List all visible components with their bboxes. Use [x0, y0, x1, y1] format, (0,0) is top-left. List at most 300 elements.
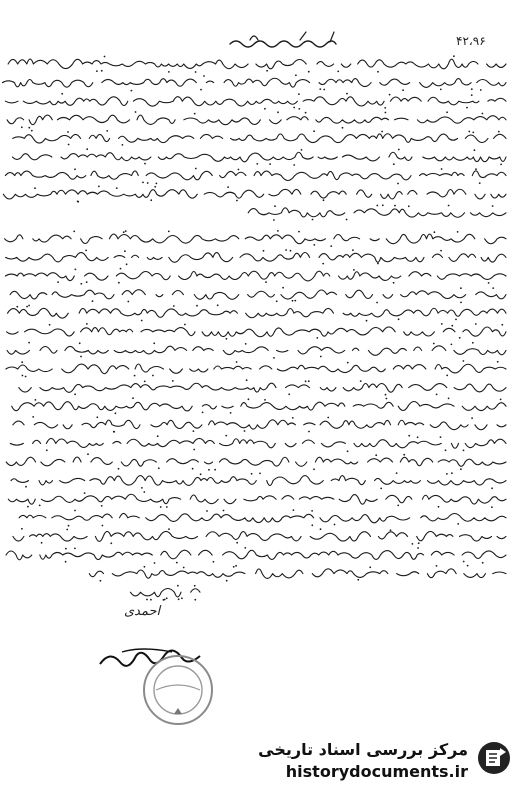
diacritic-dot [466, 107, 468, 109]
diacritic-dot [475, 323, 477, 325]
diacritic-dot [446, 473, 448, 475]
diacritic-dot [245, 343, 247, 345]
handwritten-line [6, 550, 506, 560]
diacritic-dot [274, 205, 276, 207]
diacritic-dot [116, 187, 118, 189]
diacritic-dot [381, 131, 383, 133]
diacritic-dot [181, 597, 183, 599]
diacritic-dot [497, 361, 499, 363]
diacritic-dot [384, 107, 386, 109]
page-number: ۴۲،۹۶ [456, 34, 486, 48]
diacritic-dot [200, 89, 202, 91]
diacritic-dot [445, 449, 447, 451]
diacritic-dot [385, 112, 387, 114]
diacritic-dot [342, 127, 344, 129]
diacritic-dot [305, 112, 307, 114]
diacritic-dot [472, 342, 474, 344]
diacritic-dot [488, 282, 490, 284]
handwritten-line [5, 271, 506, 281]
diacritic-dot [467, 565, 469, 567]
diacritic-dot [67, 131, 69, 133]
diacritic-dot [248, 398, 250, 400]
diacritic-dot [31, 130, 33, 132]
diacritic-dot [244, 547, 246, 549]
diacritic-dot [92, 300, 94, 302]
diacritic-dot [320, 528, 322, 530]
diacritic-dot [330, 245, 332, 247]
diacritic-dot [206, 510, 208, 512]
diacritic-dot [195, 71, 197, 73]
diacritic-dot [298, 231, 300, 233]
diacritic-dot [319, 88, 321, 90]
handwritten-line [13, 134, 506, 143]
diacritic-dot [164, 599, 166, 601]
diacritic-dot [305, 380, 307, 382]
handwritten-line [13, 152, 507, 162]
diacritic-dot [79, 342, 81, 344]
handwritten-line [130, 589, 200, 597]
diacritic-dot [273, 219, 275, 221]
diacritic-dot [61, 93, 63, 95]
diacritic-dot [75, 269, 77, 271]
diacritic-dot [85, 250, 87, 252]
diacritic-dot [457, 231, 459, 233]
diacritic-dot [471, 94, 473, 96]
diacritic-dot [440, 436, 442, 438]
diacritic-dot [292, 300, 294, 302]
diacritic-dot [124, 250, 126, 252]
diacritic-dot [498, 131, 500, 133]
handwritten-line [14, 383, 507, 392]
diacritic-dot [213, 561, 215, 563]
diacritic-dot [173, 305, 175, 307]
diacritic-dot [100, 580, 102, 582]
diacritic-dot [193, 430, 195, 432]
handwritten-line [3, 189, 506, 199]
diacritic-dot [440, 89, 442, 91]
diacritic-dot [394, 205, 396, 207]
diacritic-dot [389, 94, 391, 96]
diacritic-dot [308, 380, 310, 382]
diacritic-dot [226, 338, 228, 340]
diacritic-dot [214, 469, 216, 471]
diacritic-dot [397, 505, 399, 507]
diacritic-dot [337, 71, 339, 73]
diacritic-dot [492, 205, 494, 207]
handwritten-line [2, 115, 506, 125]
diacritic-dot [446, 375, 448, 377]
handwritten-line [11, 476, 506, 486]
diacritic-dot [453, 55, 455, 57]
diacritic-dot [104, 56, 106, 58]
diacritic-dot [46, 449, 48, 451]
diacritic-dot [259, 473, 261, 475]
diacritic-dot [482, 113, 484, 115]
diacritic-dot [135, 111, 137, 113]
diacritic-dot [346, 219, 348, 221]
handwritten-line [10, 438, 506, 448]
diacritic-dot [141, 487, 143, 489]
handwritten-line [13, 531, 506, 541]
handwritten-line [80, 569, 506, 579]
handwritten-line [10, 513, 506, 522]
diacritic-dot [266, 70, 268, 72]
diacritic-dot [21, 126, 23, 128]
diacritic-dot [492, 287, 494, 289]
diacritic-dot [21, 361, 23, 363]
handwritten-line [7, 346, 506, 355]
diacritic-dot [154, 562, 156, 564]
diacritic-dot [125, 230, 127, 232]
diacritic-dot [150, 199, 152, 201]
diacritic-dot [382, 204, 384, 206]
diacritic-dot [166, 597, 168, 599]
archive-logo-icon [476, 740, 512, 776]
diacritic-dot [327, 417, 329, 419]
diacritic-dot [366, 320, 368, 322]
diacritic-dot [479, 182, 481, 184]
diacritic-dot [369, 566, 371, 568]
diacritic-dot [192, 468, 194, 470]
diacritic-dot [282, 287, 284, 289]
diacritic-dot [455, 319, 457, 321]
handwritten-line [1, 457, 506, 466]
diacritic-dot [57, 281, 59, 283]
diacritic-dot [49, 324, 51, 326]
diacritic-dot [397, 183, 399, 185]
diacritic-dot [227, 186, 229, 188]
diacritic-dot [273, 357, 275, 359]
diacritic-dot [433, 343, 435, 345]
diacritic-dot [35, 399, 37, 401]
diacritic-dot [74, 548, 76, 550]
diacritic-dot [265, 281, 267, 283]
diacritic-dot [353, 269, 355, 271]
diacritic-dot [158, 467, 160, 469]
diacritic-dot [263, 250, 265, 252]
diacritic-dot [290, 250, 292, 252]
handwritten-line [7, 327, 506, 337]
diacritic-dot [235, 565, 237, 567]
diacritic-dot [65, 561, 67, 563]
diacritic-dot [277, 111, 279, 113]
diacritic-dot [448, 205, 450, 207]
diacritic-dot [25, 486, 27, 488]
diacritic-dot [87, 453, 89, 455]
diacritic-dot [110, 542, 112, 544]
diacritic-dot [463, 450, 465, 452]
diacritic-dot [396, 472, 398, 474]
archive-footer [258, 738, 510, 786]
diacritic-dot [41, 542, 43, 544]
diacritic-dot [146, 599, 148, 601]
handwritten-line [2, 78, 506, 87]
diacritic-dot [115, 412, 117, 414]
diacritic-dot [196, 305, 198, 307]
diacritic-dot [101, 70, 103, 72]
diacritic-dot [393, 282, 395, 284]
diacritic-dot [301, 149, 303, 151]
diacritic-dot [28, 342, 30, 344]
diacritic-dot [334, 524, 336, 526]
diacritic-dot [320, 356, 322, 358]
diacritic-dot [86, 281, 88, 283]
diacritic-dot [474, 149, 476, 151]
diacritic-dot [313, 130, 315, 132]
diacritic-dot [172, 380, 174, 382]
diacritic-dot [141, 320, 143, 322]
diacritic-dot [65, 548, 67, 550]
diacritic-dot [418, 542, 420, 544]
handwritten-line [10, 290, 506, 300]
diacritic-dot [440, 250, 442, 252]
diacritic-dot [417, 547, 419, 549]
diacritic-dot [28, 127, 30, 129]
diacritic-dot [153, 342, 155, 344]
diacritic-dot [294, 300, 296, 302]
diacritic-dot [168, 71, 170, 73]
diacritic-dot [285, 249, 287, 251]
diacritic-dot [230, 412, 232, 414]
diacritic-dot [457, 523, 459, 525]
diacritic-dot [113, 431, 115, 433]
diacritic-dot [16, 306, 18, 308]
diacritic-dot [176, 562, 178, 564]
diacritic-dot [28, 305, 30, 307]
diacritic-dot [96, 416, 98, 418]
diacritic-dot [98, 186, 100, 188]
diacritic-dot [393, 163, 395, 165]
diacritic-dot [347, 362, 349, 364]
diacritic-dot [501, 324, 503, 326]
diacritic-dot [288, 393, 290, 395]
diacritic-dot [80, 283, 82, 285]
diacritic-dot [375, 454, 377, 456]
diacritic-dot [101, 505, 103, 507]
diacritic-dot [25, 376, 27, 378]
diacritic-dot [73, 231, 75, 233]
handwritten-line [5, 234, 507, 244]
diacritic-dot [217, 304, 219, 306]
diacritic-dot [436, 394, 438, 396]
archive-organization-name: مرکز بررسی اسناد تاریخی [258, 740, 468, 759]
diacritic-dot [32, 416, 34, 418]
diacritic-dot [244, 430, 246, 432]
diacritic-dot [408, 435, 410, 437]
diacritic-dot [225, 435, 227, 437]
diacritic-dot [233, 566, 235, 568]
diacritic-dot [194, 113, 196, 115]
diacritic-dot [183, 567, 185, 569]
diacritic-dot [74, 168, 76, 170]
diacritic-dot [150, 599, 152, 601]
diacritic-dot [193, 449, 195, 451]
diacritic-dot [194, 585, 196, 587]
diacritic-dot [459, 337, 461, 339]
diacritic-dot [144, 163, 146, 165]
diacritic-dot [77, 201, 79, 203]
diacritic-dot [352, 249, 354, 251]
diacritic-dot [446, 111, 448, 113]
handwritten-line [13, 420, 506, 430]
diacritic-dot [80, 356, 82, 358]
handwritten-line [239, 208, 506, 217]
signature-name: احمدی [124, 604, 161, 619]
diacritic-dot [480, 89, 482, 91]
diacritic-dot [96, 70, 98, 72]
diacritic-dot [491, 506, 493, 508]
diacritic-dot [246, 379, 248, 381]
diacritic-dot [436, 565, 438, 567]
diacritic-dot [39, 505, 41, 507]
diacritic-dot [412, 543, 414, 545]
official-seal-stamp [138, 650, 218, 730]
diacritic-dot [142, 182, 144, 184]
diacritic-dot [312, 219, 314, 221]
diacritic-dot [460, 468, 462, 470]
diacritic-dot [313, 468, 315, 470]
diacritic-dot [292, 417, 294, 419]
diacritic-dot [86, 148, 88, 150]
diacritic-dot [143, 491, 145, 493]
diacritic-dot [66, 529, 68, 531]
diacritic-dot [347, 450, 349, 452]
handwritten-line [5, 171, 506, 181]
diacritic-dot [308, 431, 310, 433]
diacritic-dot [460, 302, 462, 304]
diacritic-dot [376, 205, 378, 207]
diacritic-dot [34, 187, 36, 189]
diacritic-dot [236, 361, 238, 363]
diacritic-dot [441, 168, 443, 170]
diacritic-dot [147, 182, 149, 184]
diacritic-dot [295, 74, 297, 76]
diacritic-dot [74, 510, 76, 512]
diacritic-dot [441, 323, 443, 325]
diacritic-dot [86, 323, 88, 325]
diacritic-dot [194, 599, 196, 601]
diacritic-dot [417, 436, 419, 438]
diacritic-dot [269, 163, 271, 165]
diacritic-dot [463, 360, 465, 362]
diacritic-dot [357, 579, 359, 581]
diacritic-dot [482, 562, 484, 564]
diacritic-dot [122, 144, 124, 146]
diacritic-dot [463, 561, 465, 563]
diacritic-dot [68, 144, 70, 146]
handwritten-line [5, 97, 506, 107]
diacritic-dot [491, 487, 493, 489]
diacritic-dot [152, 375, 154, 377]
diacritic-dot [377, 71, 379, 73]
diacritic-dot [376, 302, 378, 304]
diacritic-dot [144, 381, 146, 383]
diacritic-dot [74, 393, 76, 395]
diacritic-dot [21, 528, 23, 530]
diacritic-dot [451, 344, 453, 346]
diacritic-dot [202, 412, 204, 414]
diacritic-dot [106, 130, 108, 132]
diacritic-dot [386, 398, 388, 400]
diacritic-dot [236, 542, 238, 544]
diacritic-dot [451, 472, 453, 474]
handwritten-line [6, 253, 506, 263]
diacritic-dot [471, 88, 473, 90]
handwritten-line [8, 308, 507, 318]
diacritic-dot [313, 244, 315, 246]
diacritic-dot [120, 268, 122, 270]
diacritic-dot [154, 186, 156, 188]
diacritic-dot [293, 164, 295, 166]
diacritic-dot [160, 506, 162, 508]
diacritic-dot [26, 306, 28, 308]
diacritic-dot [68, 525, 70, 527]
handwritten-line [8, 494, 506, 504]
diacritic-dot [323, 89, 325, 91]
diacritic-dot [22, 375, 24, 377]
diacritic-dot [156, 183, 158, 185]
diacritic-dot [118, 468, 120, 470]
diacritic-dot [403, 454, 405, 456]
archive-website: historydocuments.ir [285, 762, 468, 781]
diacritic-dot [144, 566, 146, 568]
handwritten-line [12, 402, 506, 411]
diacritic-dot [438, 506, 440, 508]
diacritic-dot [134, 375, 136, 377]
diacritic-dot [451, 325, 453, 327]
handwritten-line [0, 364, 506, 374]
diacritic-dot [385, 394, 387, 396]
diacritic-dot [475, 168, 477, 170]
diacritic-dot [264, 399, 266, 401]
diacritic-dot [298, 108, 300, 110]
diacritic-dot [408, 205, 410, 207]
diacritic-dot [380, 488, 382, 490]
diacritic-dot [102, 525, 104, 527]
diacritic-dot [123, 231, 125, 233]
diacritic-dot [360, 380, 362, 382]
diacritic-dot [434, 231, 436, 233]
diacritic-dot [448, 398, 450, 400]
diacritic-dot [311, 524, 313, 526]
diacritic-dot [27, 506, 29, 508]
diacritic-dot [316, 337, 318, 339]
diacritic-dot [293, 509, 295, 511]
diacritic-dot [500, 399, 502, 401]
diacritic-dot [346, 93, 348, 95]
diacritic-dot [468, 131, 470, 133]
diacritic-dot [251, 473, 253, 475]
diacritic-dot [200, 473, 202, 475]
diacritic-dot [398, 149, 400, 151]
diacritic-dot [377, 263, 379, 265]
diacritic-dot [157, 435, 159, 437]
diacritic-dot [166, 506, 168, 508]
diacritic-dot [277, 230, 279, 232]
diacritic-dot [184, 324, 186, 326]
diacritic-dot [293, 107, 295, 109]
diacritic-dot [118, 282, 120, 284]
diacritic-dot [308, 71, 310, 73]
diacritic-dot [127, 301, 129, 303]
handwritten-line [8, 59, 506, 69]
diacritic-dot [402, 89, 404, 91]
diacritic-dot [131, 90, 133, 92]
diacritic-dot [84, 492, 86, 494]
diacritic-dot [126, 263, 128, 265]
diacritic-dot [471, 417, 473, 419]
diacritic-dot [264, 108, 266, 110]
